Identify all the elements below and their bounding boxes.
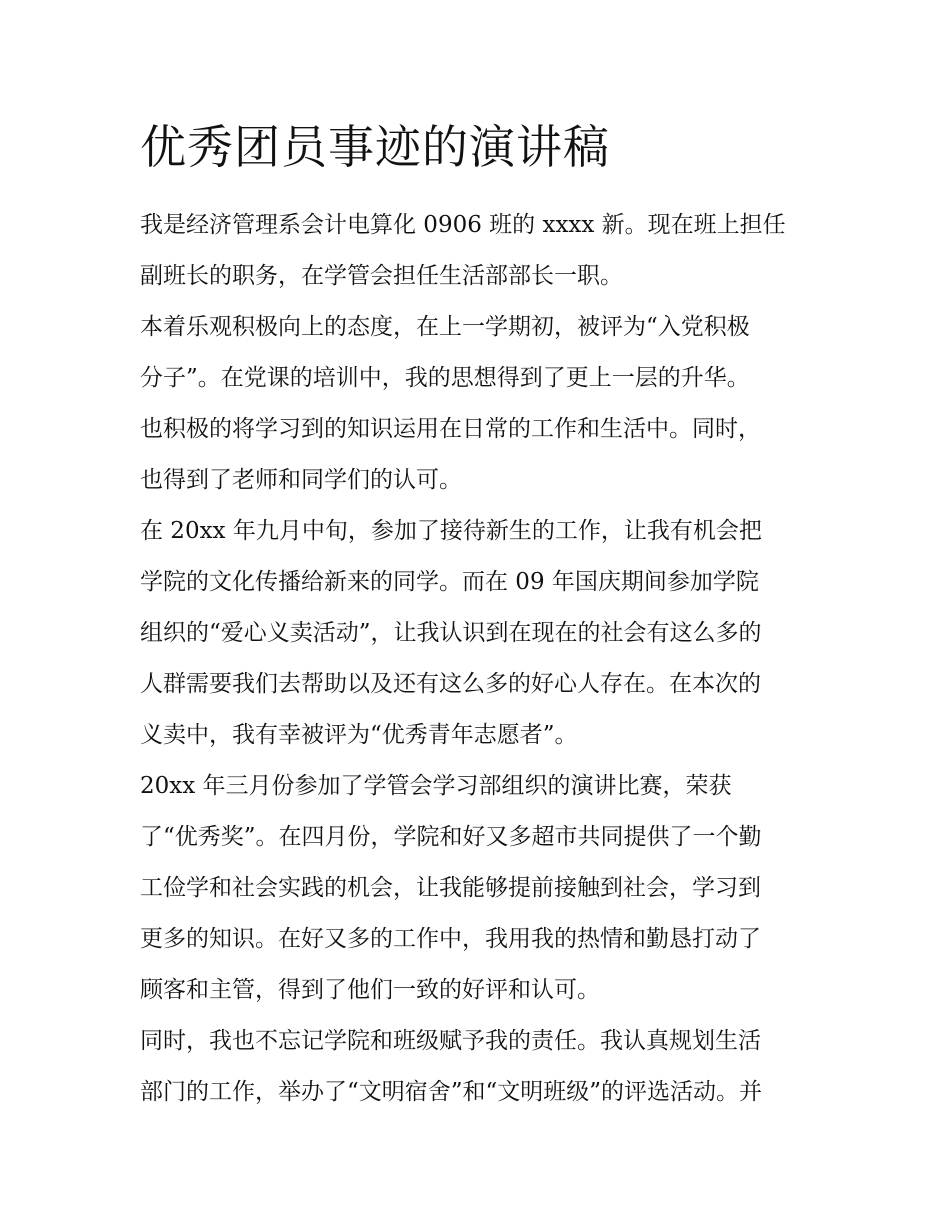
body-line: 了“优秀奖”。在四月份，学院和好又多超市共同提供了一个勤 xyxy=(140,824,762,850)
body-line: 20xx 年三月份参加了学管会学习部组织的演讲比赛，荣获 xyxy=(140,773,732,799)
body-line: 部门的工作，举办了“文明宿舍”和“文明班级”的评选活动。并 xyxy=(140,1079,763,1105)
body-line: 在 20xx 年九月中旬，参加了接待新生的工作，让我有机会把 xyxy=(140,518,762,544)
body-line: 顾客和主管，得到了他们一致的好评和认可。 xyxy=(140,977,600,1003)
body-line: 义卖中，我有幸被评为“优秀青年志愿者”。 xyxy=(140,722,578,748)
body-line: 我是经济管理系会计电算化 0906 班的 xxxx 新。现在班上担任 xyxy=(140,212,786,238)
body-line: 组织的“爱心义卖活动”，让我认识到在现在的社会有这么多的 xyxy=(140,620,762,646)
document-title: 优秀团员事迹的演讲稿 xyxy=(140,120,610,174)
body-line: 人群需要我们去帮助以及还有这么多的好心人存在。在本次的 xyxy=(140,671,761,697)
body-line: 学院的文化传播给新来的同学。而在 09 年国庆期间参加学院 xyxy=(140,569,759,595)
body-line: 分子”。在党课的培训中，我的思想得到了更上一层的升华。 xyxy=(140,365,750,391)
body-line: 副班长的职务，在学管会担任生活部部长一职。 xyxy=(140,263,623,289)
body-line: 本着乐观积极向上的态度，在上一学期初，被评为“入党积极 xyxy=(140,314,750,340)
document-body xyxy=(140,200,820,1118)
body-line: 工俭学和社会实践的机会，让我能够提前接触到社会，学习到 xyxy=(140,875,761,901)
body-line: 也积极的将学习到的知识运用在日常的工作和生活中。同时， xyxy=(140,416,761,442)
body-line: 也得到了老师和同学们的认可。 xyxy=(140,467,462,493)
body-line: 同时，我也不忘记学院和班级赋予我的责任。我认真规划生活 xyxy=(140,1028,761,1054)
body-line: 更多的知识。在好又多的工作中，我用我的热情和勤恳打动了 xyxy=(140,926,761,952)
